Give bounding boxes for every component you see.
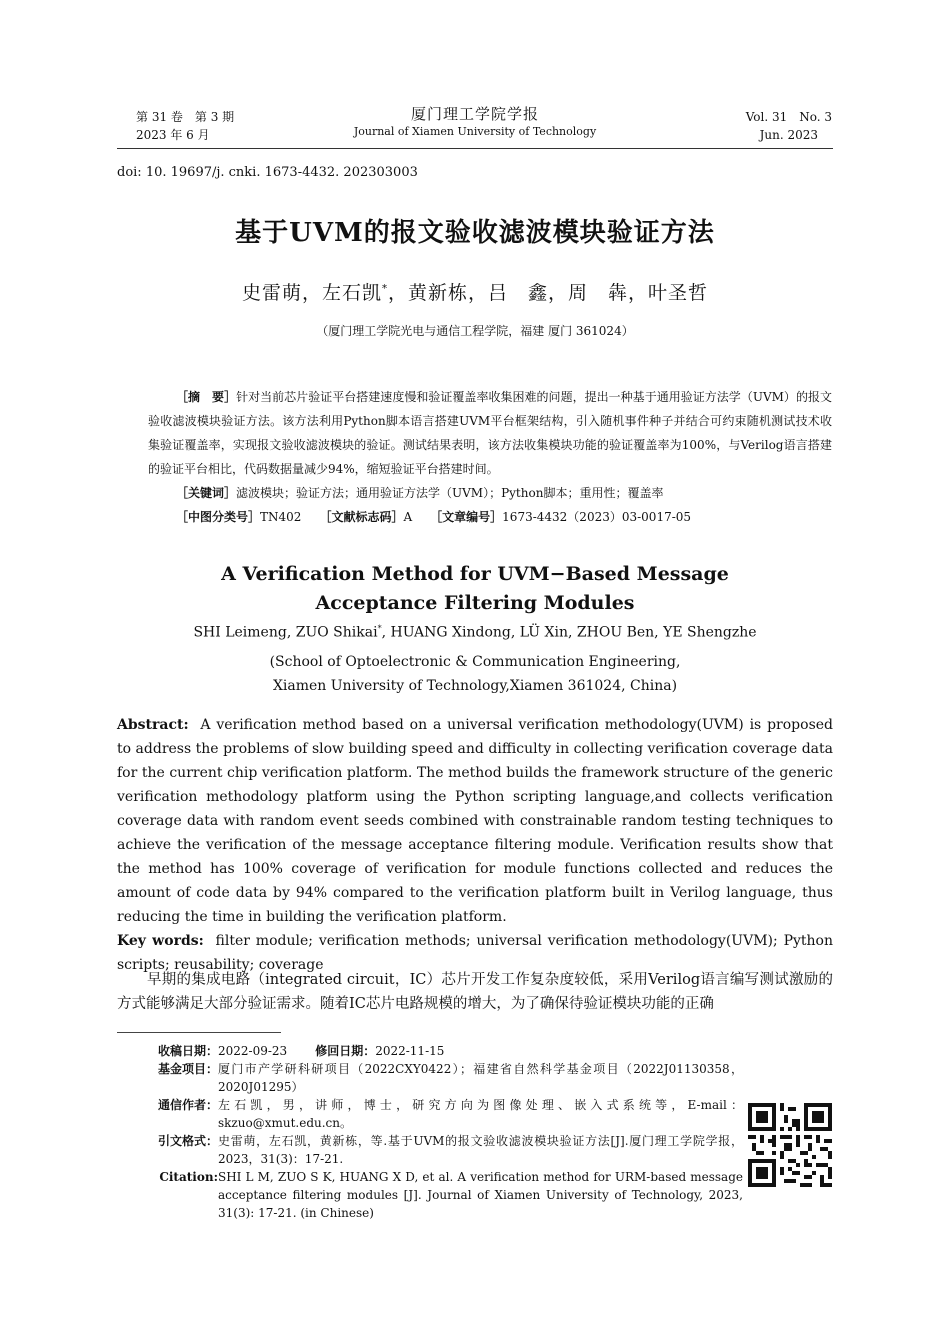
footnote-dates [118, 1042, 743, 1060]
title-en-line2: Acceptance Filtering Modules [315, 592, 635, 614]
volume-cn: 第 31 卷 第 3 期 [136, 110, 235, 124]
citation-cn-text: 史雷萌，左石凯，黄新栋，等.基于UVM的报文验收滤波模块验证方法[J].厦门理工学院学报，2023，31(3)：17-21. [218, 1134, 743, 1166]
title-en-line1: A Verification Method for UVM−Based Message [221, 563, 729, 585]
fund-label: 基金项目： [157, 1062, 218, 1076]
journal-name-cn: 厦门理工学院学报 [410, 105, 539, 123]
doc-code-value: A [403, 510, 413, 524]
header-divider [117, 148, 833, 149]
abstract-en [117, 713, 833, 977]
abstract-cn [148, 385, 832, 529]
authors-cn-part1: 史雷萌，左石凯 [241, 282, 382, 304]
abstract-cn-label: ［摘 要］ [176, 390, 237, 404]
affiliation-en [100, 650, 850, 698]
date-cn: 2023 年 6 月 [136, 128, 210, 142]
journal-name-en: Journal of Xiamen University of Technology [353, 125, 597, 138]
corresponding-label: 通信作者： [157, 1098, 218, 1112]
paper-title-cn: 基于UVM的报文验收滤波模块验证方法 [235, 218, 715, 248]
received-label: 收稿日期： [157, 1044, 218, 1058]
affiliation-en-line2: Xiamen University of Technology,Xiamen 361024, China) [272, 678, 678, 694]
affiliation-cn: （厦门理工学院光电与通信工程学院，福建 厦门 361024） [316, 324, 634, 338]
abstract-en-text: A verification method based on a universal verification methodology(UVM) is proposed to address the problems of slow building speed and difficulty in collecting verification coverage data for the current chip verification platform. The method builds the framework structure of the generic verification methodology platform using the Python scripting language,and collects verification coverage data with random event seeds combined with constrainable random testing techniques to achieve the verification of the message acceptance filtering module. Verification results show that the method has 100% coverage of verification for module functions collected and reduces the amount of code data by 94% compared to the verification platform built in Verilog language, thus reducing the time in building the verification platform. [117, 717, 834, 925]
article-no-value: 1673-4432（2023）03-0017-05 [502, 510, 692, 524]
footnote-fund [118, 1060, 743, 1096]
journal-name [300, 104, 650, 140]
citation-en-label: Citation: [159, 1170, 218, 1184]
corresponding-mark-en: * [377, 624, 382, 633]
doc-code-label: ［文献标志码］ [325, 510, 404, 524]
authors-en-part1: SHI Leimeng, ZUO Shikai [193, 624, 378, 641]
footnotes [118, 1042, 743, 1222]
received-date: 2022-09-23 [218, 1044, 288, 1058]
affiliation-en-line1: (School of Optoelectronic & Communication Engineering, [269, 654, 681, 670]
keywords-cn-label: ［关键词］ [176, 486, 237, 500]
footnote-citation-en [118, 1168, 743, 1222]
keywords-cn [148, 481, 832, 505]
abstract-en-paragraph [117, 713, 833, 929]
header-volume-en [746, 108, 832, 144]
authors-en [100, 624, 850, 641]
doi[interactable]: doi: 10. 19697/j. cnki. 1673-4432. 202303003 [117, 165, 418, 180]
footnote-corresponding [118, 1096, 743, 1132]
date-en: Jun. 2023 [759, 128, 819, 142]
abstract-cn-text: 针对当前芯片验证平台搭建速度慢和验证覆盖率收集困难的问题，提出一种基于通用验证方法学（UVM）的报文验收滤波模块验证方法。该方法利用Python脚本语言搭建UVM平台框架结构，引入随机事件种子并结合可约束随机测试技术收集验证覆盖率，实现报文验收滤波模块的验证。测试结果表明，该方法收集模块功能的验证覆盖率为100%，与Verilog语言搭建的验证平台相比，代码数据量减少94%，缩短验证平台搭建时间。 [148, 390, 832, 476]
body-paragraph: 早期的集成电路（integrated circuit，IC）芯片开发工作复杂度较低，采用Verilog语言编写测试激励的方式能够满足大部分验证需求。随着IC芯片电路规模的增大，为了确保待验证模块功能的正确 [117, 972, 833, 1012]
corresponding-text: 左石凯，男，讲师，博士，研究方向为图像处理、嵌入式系统等，E-mail：skzuo@xmut.edu.cn。 [218, 1098, 743, 1130]
clc-label: ［中图分类号］ [176, 510, 261, 524]
header-volume-info [136, 108, 234, 144]
revised-date: 2022-11-15 [375, 1044, 445, 1058]
authors-en-part2: , HUANG Xindong, LÜ Xin, ZHOU Ben, YE Shengzhe [381, 624, 757, 641]
article-no-label: ［文章编号］ [436, 510, 503, 524]
classification-cn [148, 505, 832, 529]
fund-text: 厦门市产学研科研项目（2022CXY0422）；福建省自然科学基金项目（2022J01130358，2020J01295） [218, 1062, 743, 1094]
footnote-citation-cn [118, 1132, 743, 1168]
volume-en: Vol. 31 No. 3 [745, 110, 832, 124]
citation-en-text: SHI L M, ZUO S K, HUANG X D, et al. A verification method for URM-based message acceptance filtering modules [J]. Journal of Xiamen University of Technology, 2023, 31(3): 17-21. (in Chinese) [218, 1170, 743, 1220]
abstract-en-label: Abstract: [117, 717, 189, 733]
abstract-cn-paragraph [148, 385, 832, 481]
paper-title-en [150, 560, 800, 618]
qr-code[interactable] [748, 1103, 832, 1187]
authors-cn [100, 278, 850, 305]
authors-cn-part2: ，黄新栋，吕 鑫，周 犇，叶圣哲 [388, 282, 709, 304]
keywords-en-label: Key words: [117, 933, 204, 949]
corresponding-mark: * [382, 283, 388, 295]
keywords-cn-text: 滤波模块；验证方法；通用验证方法学（UVM）；Python脚本；重用性；覆盖率 [236, 486, 664, 500]
footnote-divider [117, 1032, 281, 1033]
citation-cn-label: 引文格式： [157, 1134, 218, 1148]
keywords-en-text: filter module; verification methods; universal verification methodology(UVM); Python scripts; reusability; coverage [117, 933, 833, 973]
clc-value: TN402 [260, 510, 302, 524]
revised-label: 修回日期： [315, 1044, 376, 1058]
